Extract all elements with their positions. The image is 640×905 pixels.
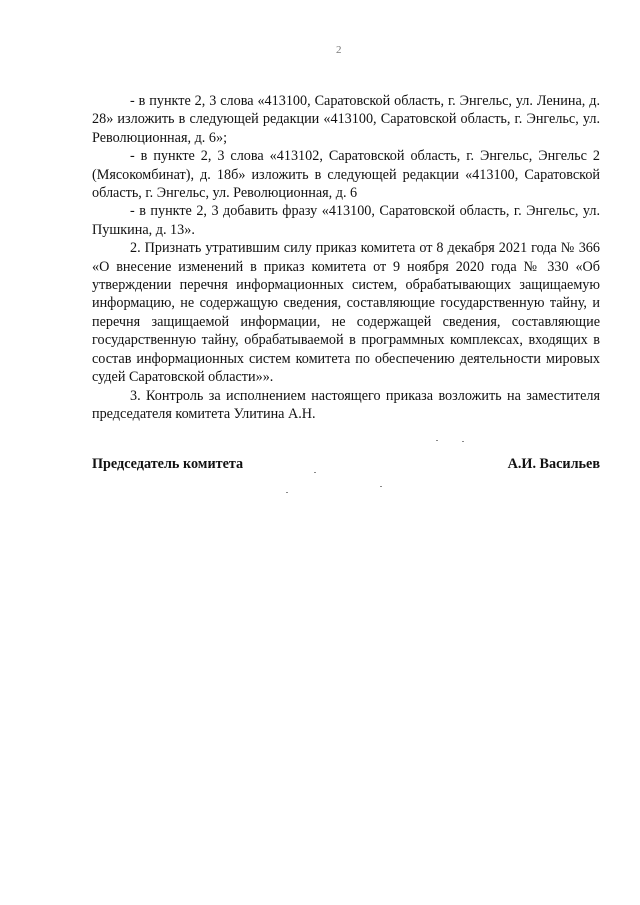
signatory-position: Председатель комитета	[92, 456, 244, 472]
paragraph-amendment-lenina: - в пункте 2, 3 слова «413100, Саратовской область, г. Энгельс, ул. Ленина, д. 28» изложить в следующей редакции «413100, Саратовской область, г. Энгельс, ул. Революционная, д. 6»;	[92, 93, 600, 146]
paragraph-control: 3. Контроль за исполнением настоящего приказа возложить на заместителя председателя комитета Улитина А.Н.	[92, 387, 600, 422]
scan-speck	[380, 486, 382, 487]
scan-speck	[286, 492, 288, 493]
scan-speck	[462, 441, 464, 442]
signatory-name: А.И. Васильев	[507, 456, 600, 472]
paragraph-repeal-order: 2. Признать утратившим силу приказ комитета от 8 декабря 2021 года № 366 «О внесение изменений в приказ комитета от 9 ноября 2020 года № 330 «Об утверждении перечня информационных систем, обрабатывающих защищаемую информацию, не содержащую сведения, составляющие государственную тайну, и перечня защищаемой информации, не содержащей сведения, составляющие государственную тайну, обрабатываемой в программных комплексах, входящих в состав информационных систем комитета по обеспечению деятельности мировых судей Саратовской области»».	[92, 240, 600, 386]
scan-speck	[436, 440, 438, 441]
page-number: 2	[336, 44, 342, 56]
paragraph-amendment-pushkina: - в пункте 2, 3 добавить фразу «413100, Саратовской область, г. Энгельс, ул. Пушкина, д. 13».	[92, 203, 600, 238]
signature-block	[92, 456, 600, 473]
paragraph-amendment-myasokombinat: - в пункте 2, 3 слова «413102, Саратовской область, г. Энгельс, Энгельс 2 (Мясокомбинат), д. 18б» изложить в следующей редакции «413100, Саратовской область, г. Энгельс, ул. Революционная, д. 6	[92, 148, 600, 202]
document-body	[92, 92, 600, 423]
scan-speck	[314, 472, 316, 473]
